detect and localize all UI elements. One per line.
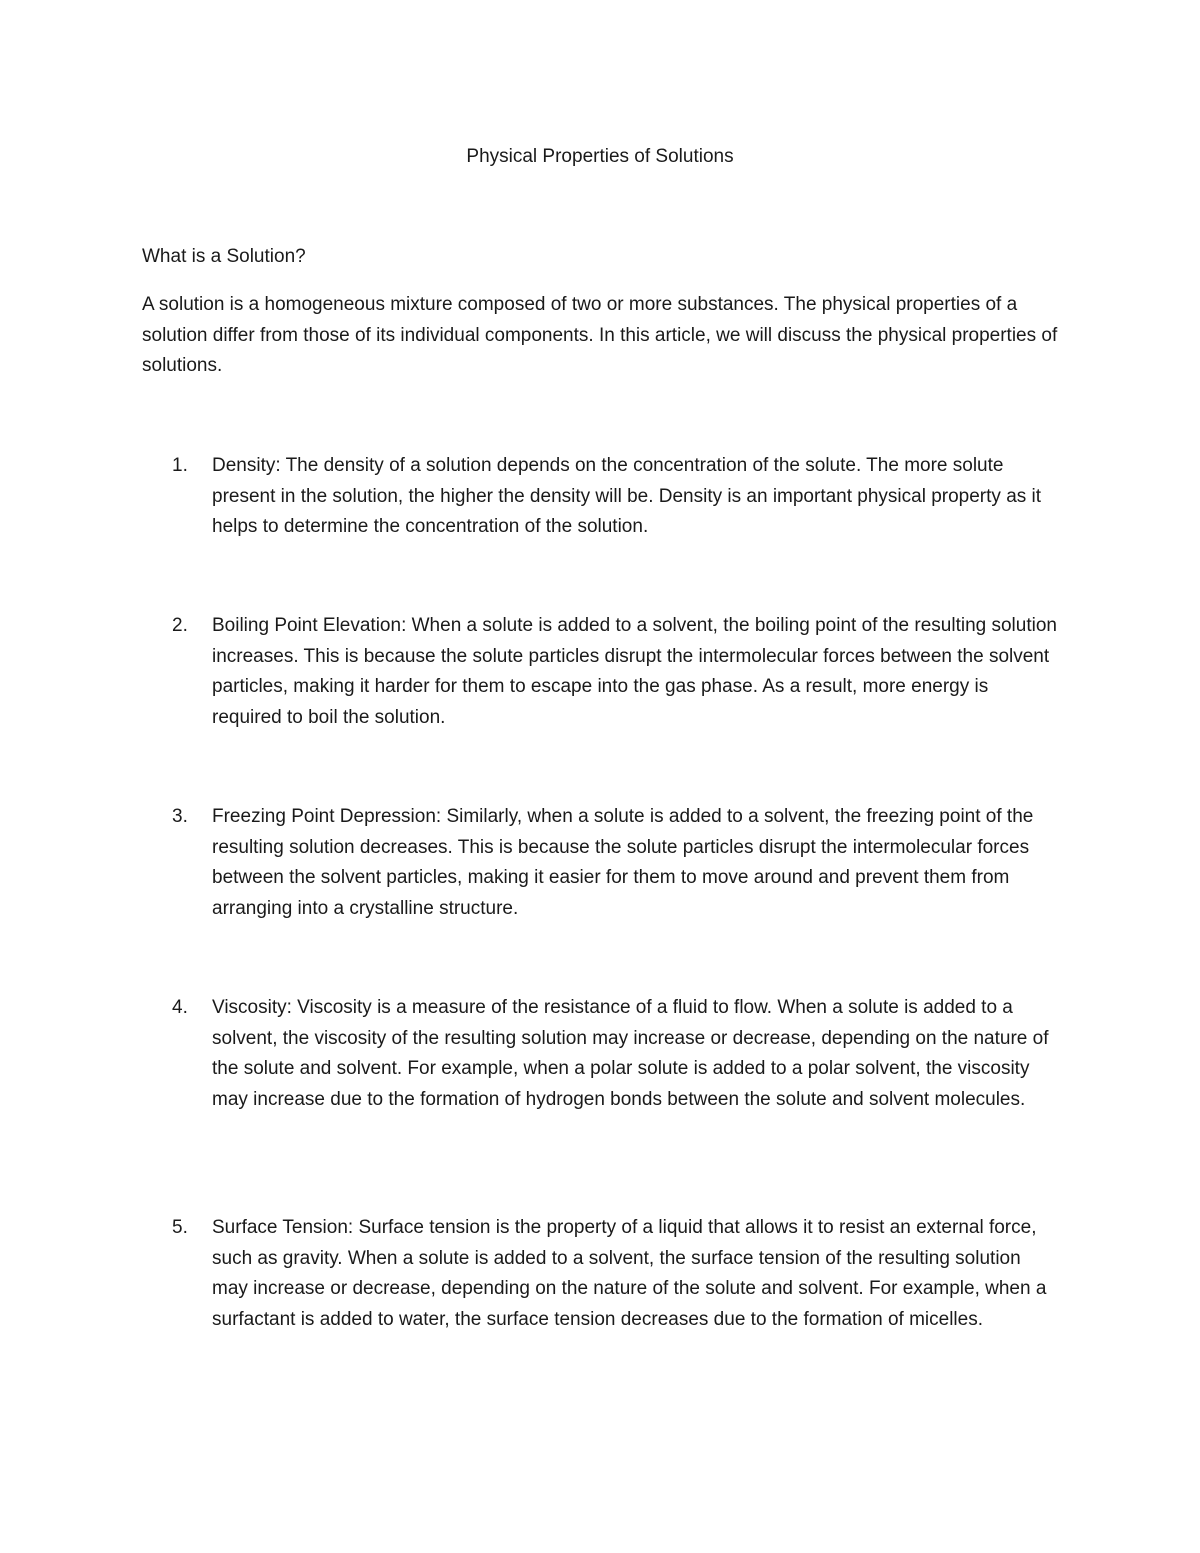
list-item-number: 4. xyxy=(172,997,188,1018)
list-item xyxy=(172,802,1060,924)
section-heading: What is a Solution? xyxy=(142,246,306,267)
list-item-text: Surface Tension: Surface tension is the property of a liquid that allows it to resist an external force, such as gravity. When a solute is added to a solvent, the surface tension of the resulting solution may increase or decrease, depending on the nature of the solute and solvent. For example, when a surfactant is added to water, the surface tension decreases due to the formation of micelles. xyxy=(212,1217,1047,1330)
list-item-text: Boiling Point Elevation: When a solute is added to a solvent, the boiling point of the resulting solution increases. This is because the solute particles disrupt the intermolecular forces between the solvent particles, making it harder for them to escape into the gas phase. As a result, more energy is required to boil the solution. xyxy=(212,615,1057,728)
list-item xyxy=(172,451,1060,543)
list-item-text: Viscosity: Viscosity is a measure of the resistance of a fluid to flow. When a solute is added to a solvent, the viscosity of the resulting solution may increase or decrease, depending on the nature of the solute and solvent. For example, when a polar solute is added to a polar solvent, the viscosity may increase due to the formation of hydrogen bonds between the solute and solvent molecules. xyxy=(212,997,1049,1110)
document-title: Physical Properties of Solutions xyxy=(466,146,734,167)
list-item-number: 2. xyxy=(172,615,188,636)
intro-paragraph: A solution is a homogeneous mixture composed of two or more substances. The physical properties of a solution differ from those of its individual components. In this article, we will discuss the physical properties of solutions. xyxy=(142,294,1058,376)
list-item-number: 1. xyxy=(172,455,188,476)
list-item-text: Density: The density of a solution depends on the concentration of the solute. The more solute present in the solution, the higher the density will be. Density is an important physical property as it helps to determine the concentration of the solution. xyxy=(212,455,1042,537)
list-item xyxy=(172,993,1060,1115)
list-item-text: Freezing Point Depression: Similarly, when a solute is added to a solvent, the freezing point of the resulting solution decreases. This is because the solute particles disrupt the intermolecular forces between the solvent particles, making it easier for them to move around and prevent them from arranging into a crystalline structure. xyxy=(212,806,1034,919)
list-item-number: 3. xyxy=(172,806,188,827)
list-item xyxy=(172,611,1060,733)
list-item xyxy=(172,1213,1060,1335)
list-item-number: 5. xyxy=(172,1217,188,1238)
